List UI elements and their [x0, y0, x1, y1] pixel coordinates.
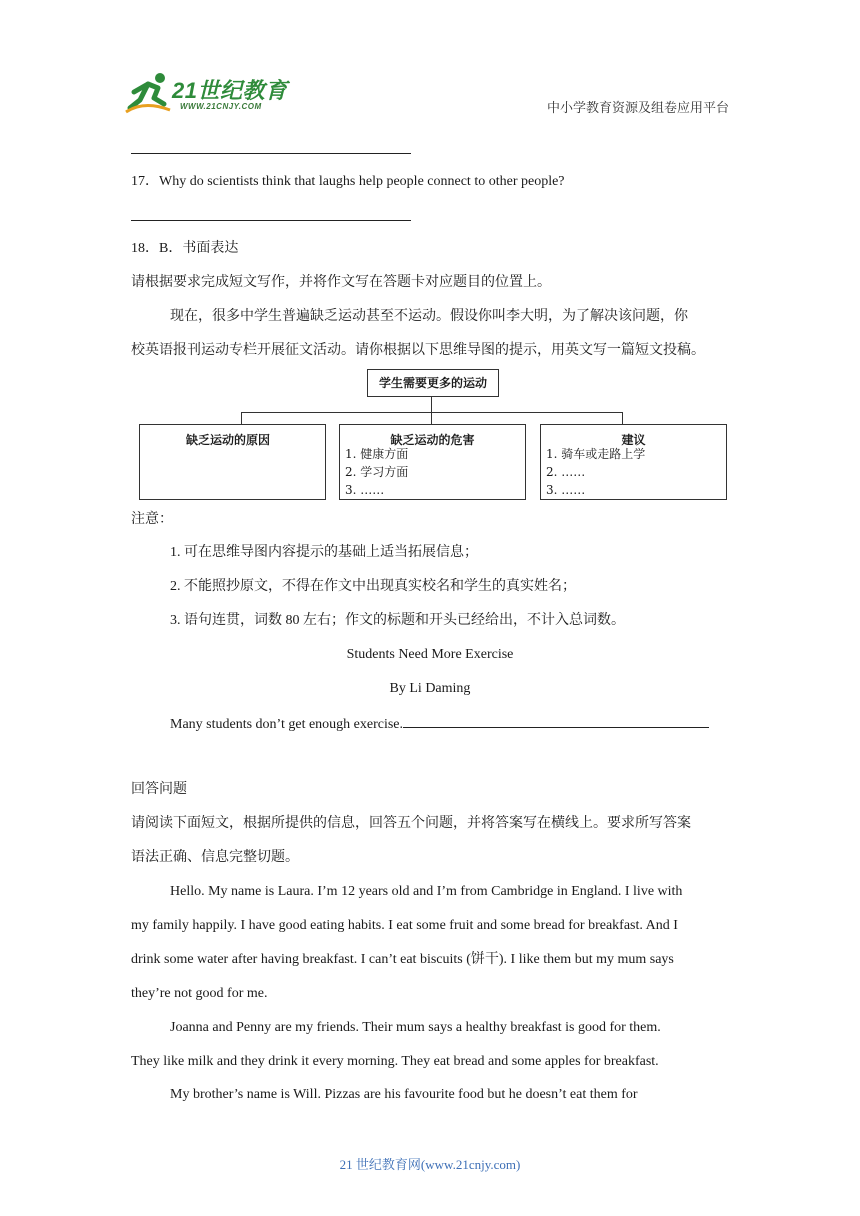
answer-line: [131, 153, 411, 154]
reading-text-line: they’re not good for me.: [131, 986, 268, 1001]
mind-map-branch-harms: [339, 424, 526, 500]
reading-instruction: 语法正确、信息完整切题。: [131, 850, 299, 865]
mind-map-root-label: 学生需要更多的运动: [378, 376, 487, 390]
connector-line: [241, 412, 242, 424]
connector-line: [622, 412, 623, 424]
branch-item: 3. ……: [546, 483, 586, 497]
reading-text-line: my family happily. I have good eating habits. I eat some fruit and some bread for breakfast. And I: [131, 918, 678, 933]
reading-instruction: 请阅读下面短文，根据所提供的信息，回答五个问题，并将答案写在横线上。要求所写答案: [131, 816, 691, 831]
note-item: 1. 可在思维导图内容提示的基础上适当拓展信息；: [170, 545, 478, 560]
mind-map-branch-suggestions: [540, 424, 727, 500]
essay-opening: [170, 713, 709, 735]
branch-item: 1. 骑车或走路上学: [546, 447, 646, 461]
notes-label: 注意：: [131, 512, 173, 527]
note-item: 2. 不能照抄原文，不得在作文中出现真实校名和学生的真实姓名；: [170, 579, 576, 594]
section-heading: 回答问题: [131, 782, 187, 797]
reading-text-line: Hello. My name is Laura. I’m 12 years old and I’m from Cambridge in England. I live with: [170, 884, 683, 899]
branch-title: 缺乏运动的原因: [186, 433, 271, 447]
connector-line: [431, 412, 432, 424]
essay-opening-text: Many students don’t get enough exercise.: [170, 717, 404, 732]
essay-byline: By Li Daming: [389, 681, 471, 696]
note-item: 3. 语句连贯，词数 80 左右；作文的标题和开头已经给出，不计入总词数。: [170, 613, 625, 628]
connector-line: [431, 396, 432, 412]
connector-line: [241, 412, 623, 413]
question-18-heading: 18．B．书面表达: [131, 241, 239, 256]
logo-main-text: 21世纪教育: [172, 78, 288, 103]
branch-item: 1. 健康方面: [345, 447, 409, 461]
footer-link[interactable]: 21 世纪教育网(www.21cnjy.com): [339, 1157, 521, 1172]
essay-title: Students Need More Exercise: [346, 647, 514, 662]
branch-item: 2. ……: [546, 465, 586, 479]
question-18-paragraph-line: 现在，很多中学生普遍缺乏运动甚至不运动。假设你叫李大明，为了解决该问题，你: [170, 309, 688, 324]
branch-item: 2. 学习方面: [345, 465, 409, 479]
reading-text-line: My brother’s name is Will. Pizzas are his favourite food but he doesn’t eat them for: [170, 1087, 638, 1102]
question-18-instruction: 请根据要求完成短文写作，并将作文写在答题卡对应题目的位置上。: [131, 275, 551, 290]
logo-sub-text: WWW.21CNJY.COM: [180, 102, 262, 111]
answer-line: [131, 220, 411, 221]
platform-name: 中小学教育资源及组卷应用平台: [546, 100, 729, 115]
question-17: 17．Why do scientists think that laughs help people connect to other people?: [131, 174, 565, 189]
mind-map-root: [367, 369, 499, 397]
question-18-paragraph-line: 校英语报刊运动专栏开展征文活动。请你根据以下思维导图的提示，用英文写一篇短文投稿。: [131, 343, 705, 358]
mind-map-branch-causes: [139, 424, 326, 500]
reading-text-line: Joanna and Penny are my friends. Their mum says a healthy breakfast is good for them.: [170, 1020, 661, 1035]
essay-answer-blank[interactable]: [403, 713, 709, 728]
reading-text-line: drink some water after having breakfast. I can’t eat biscuits (饼干). I like them but my mum says: [131, 952, 674, 967]
branch-title: 建议: [621, 433, 646, 447]
branch-item: 3. ……: [345, 483, 385, 497]
reading-text-line: They like milk and they drink it every morning. They eat bread and some apples for breakfast.: [131, 1054, 659, 1069]
runner-icon: [124, 70, 174, 116]
branch-title: 缺乏运动的危害: [390, 433, 475, 447]
